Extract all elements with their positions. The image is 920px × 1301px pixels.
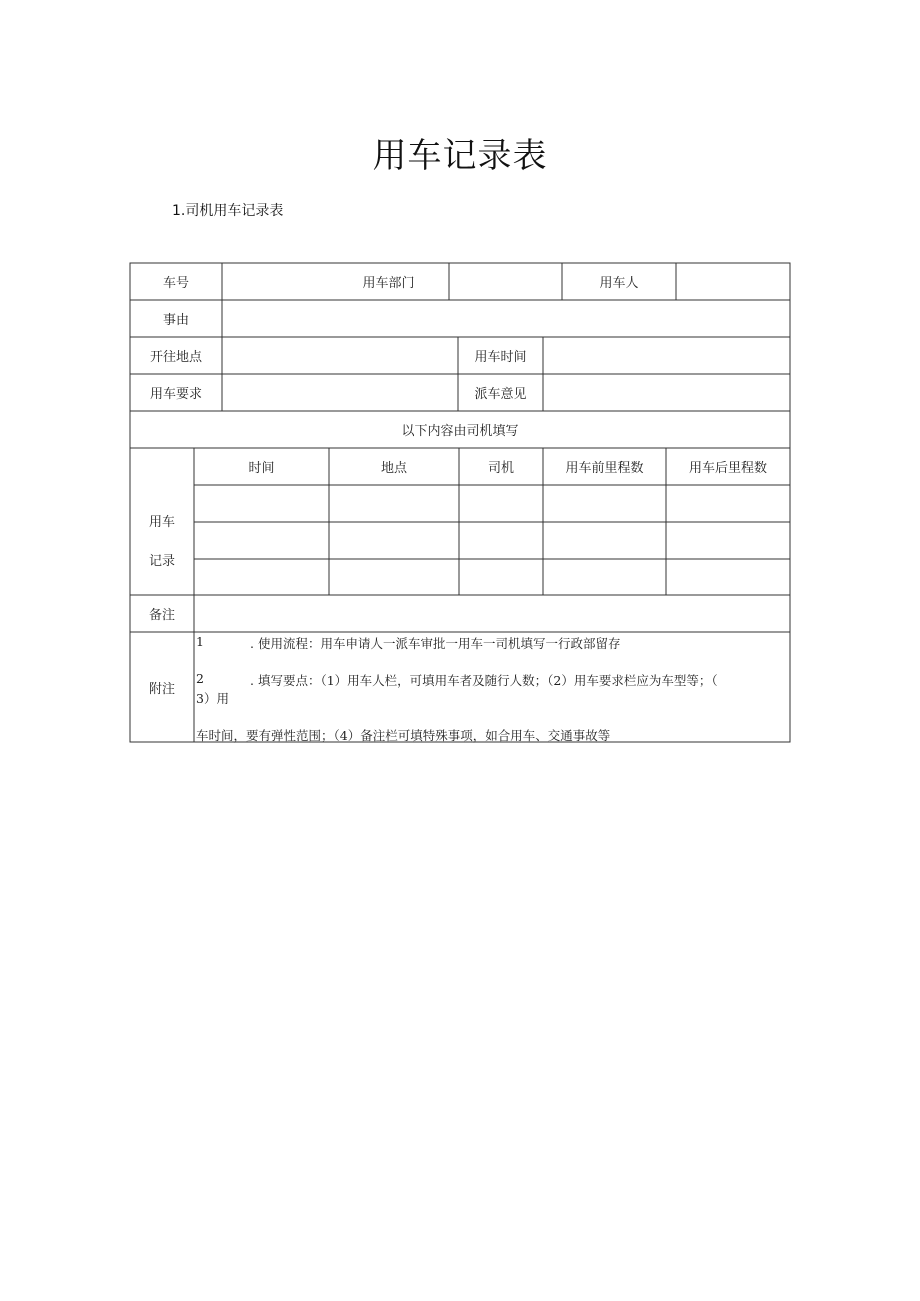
record-header-time: 时间 [248, 461, 275, 476]
record-cell[interactable] [459, 522, 543, 559]
use-time-label: 用车时间 [474, 350, 527, 365]
record-header-mileage-before: 用车前里程数 [565, 461, 644, 476]
remarks-field[interactable] [194, 595, 790, 632]
department-field[interactable] [449, 263, 562, 300]
car-user-label: 用车人 [599, 276, 639, 291]
record-header-mileage-after: 用车后里程数 [688, 461, 767, 476]
use-time-field[interactable] [543, 337, 790, 374]
record-header-location: 地点 [380, 461, 407, 476]
appendix-item-1-number: 1 [196, 634, 204, 649]
record-cell[interactable] [543, 522, 666, 559]
appendix-item-1-text: . 使用流程：用车申请人一派车审批一用车一司机填写一行政部留存 [250, 636, 621, 651]
record-cell[interactable] [329, 485, 459, 522]
record-cell[interactable] [543, 485, 666, 522]
car-number-label: 车号 [162, 276, 189, 291]
driver-section-heading: 以下内容由司机填写 [401, 424, 519, 439]
record-cell[interactable] [543, 559, 666, 595]
record-cell[interactable] [329, 522, 459, 559]
record-cell[interactable] [194, 559, 329, 595]
record-cell[interactable] [666, 559, 790, 595]
reason-label: 事由 [162, 313, 189, 328]
destination-label: 开往地点 [149, 350, 202, 365]
department-label-text: 用车部门 [362, 276, 415, 291]
dispatch-opinion-field[interactable] [543, 374, 790, 411]
appendix-label: 附注 [148, 681, 175, 697]
appendix-item-2-number: 2 [196, 671, 204, 686]
section-heading: 1.司机用车记录表 [172, 203, 284, 219]
appendix-item-2-wrap: 3）用 [196, 691, 229, 706]
dispatch-opinion-label: 派车意见 [474, 387, 527, 402]
appendix-item-2-text: . 填写要点：（1）用车人栏，可填用车者及随行人数；（2）用车要求栏应为车型等；（ [250, 673, 718, 688]
car-user-field[interactable] [676, 263, 790, 300]
requirement-label: 用车要求 [149, 387, 202, 402]
record-cell[interactable] [666, 485, 790, 522]
record-cell[interactable] [194, 485, 329, 522]
appendix-item-3-text: 车时间，要有弹性范围；（4）备注栏可填特殊事项，如合用车、交通事故等 [196, 728, 611, 743]
page-title: 用车记录表 [372, 136, 548, 176]
record-cell[interactable] [194, 522, 329, 559]
record-cell[interactable] [459, 485, 543, 522]
reason-field[interactable] [222, 300, 790, 337]
usage-record-label [130, 448, 194, 595]
usage-record-label-line2: 记录 [148, 553, 175, 569]
record-cell[interactable] [329, 559, 459, 595]
department-label [222, 263, 449, 300]
destination-field[interactable] [222, 337, 458, 374]
remarks-label: 备注 [148, 608, 175, 623]
usage-record-label-line1: 用车 [148, 514, 175, 530]
record-cell[interactable] [459, 559, 543, 595]
record-cell[interactable] [666, 522, 790, 559]
requirement-field[interactable] [222, 374, 458, 411]
record-header-driver: 司机 [487, 461, 514, 476]
